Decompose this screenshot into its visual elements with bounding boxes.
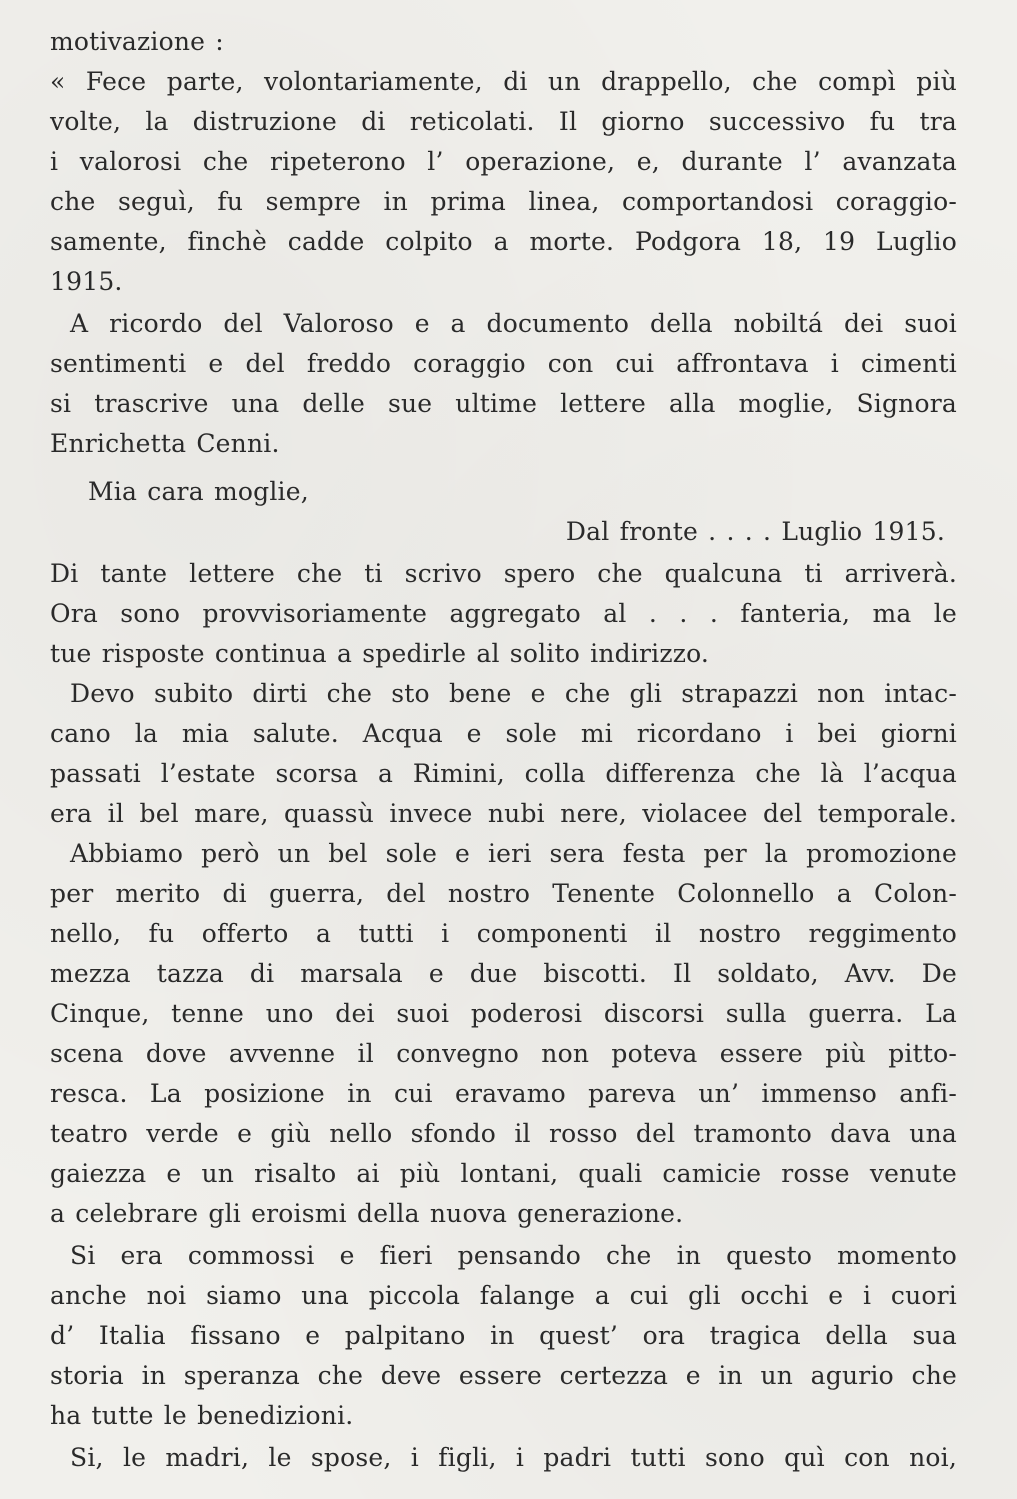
paragraph-festa bbox=[50, 834, 957, 1234]
paragraph-ricordo bbox=[50, 304, 957, 464]
text-line: « Fece parte, volontariamente, di un drappello, che compì più bbox=[50, 67, 957, 96]
text-line: cano la mia salute. Acqua e sole mi ricordano i bei giorni bbox=[50, 719, 957, 748]
salutation: Mia cara moglie, bbox=[88, 477, 309, 506]
text-line: si trascrive una delle sue ultime lettere alla moglie, Signora bbox=[50, 389, 957, 418]
text-line: passati l’estate scorsa a Rimini, colla differenza che là l’acqua bbox=[50, 759, 957, 788]
paragraph-motivazione bbox=[50, 62, 957, 302]
text-line: samente, finchè cadde colpito a morte. Podgora 18, 19 Luglio bbox=[50, 227, 957, 256]
text-line: Abbiamo però un bel sole e ieri sera festa per la promozione bbox=[70, 839, 957, 868]
text-line: Devo subito dirti che sto bene e che gli strapazzi non intac- bbox=[70, 679, 957, 708]
text-line: ha tutte le benedizioni. bbox=[50, 1401, 354, 1430]
dateline: Dal fronte . . . . Luglio 1915. bbox=[565, 517, 945, 546]
text-line: Di tante lettere che ti scrivo spero che qualcuna ti arriverà. bbox=[50, 559, 957, 588]
text-line: che seguì, fu sempre in prima linea, comportandosi coraggio- bbox=[50, 187, 957, 216]
text-line: d’ Italia fissano e palpitano in quest’ ora tragica della sua bbox=[50, 1321, 957, 1350]
text-line: Enrichetta Cenni. bbox=[50, 429, 280, 458]
text-line: resca. La posizione in cui eravamo pareva un’ immenso anfi- bbox=[50, 1079, 957, 1108]
paragraph-commossi bbox=[50, 1236, 957, 1436]
text-line: i valorosi che ripeterono l’ operazione, e, durante l’ avanzata bbox=[50, 147, 957, 176]
text-line: scena dove avvenne il convegno non poteva essere più pitto- bbox=[50, 1039, 957, 1068]
text-line: Ora sono provvisoriamente aggregato al . . . fanteria, ma le bbox=[50, 599, 957, 628]
text-line: volte, la distruzione di reticolati. Il giorno successivo fu tra bbox=[50, 107, 957, 136]
text-line: nello, fu offerto a tutti i componenti il nostro reggimento bbox=[50, 919, 957, 948]
text-line: storia in speranza che deve essere certezza e in un agurio che bbox=[50, 1361, 957, 1390]
text-line: Si era commossi e fieri pensando che in questo momento bbox=[70, 1241, 957, 1270]
text-line: mezza tazza di marsala e due biscotti. Il soldato, Avv. De bbox=[50, 959, 957, 988]
text-line: per merito di guerra, del nostro Tenente Colonnello a Colon- bbox=[50, 879, 957, 908]
text-line: Si, le madri, le spose, i figli, i padri tutti sono quì con noi, bbox=[70, 1443, 957, 1472]
text-line: a celebrare gli eroismi della nuova generazione. bbox=[50, 1199, 684, 1228]
text-line: A ricordo del Valoroso e a documento della nobiltá dei suoi bbox=[70, 309, 957, 338]
motivazione-heading: motivazione : bbox=[50, 27, 224, 56]
text-line: sentimenti e del freddo coraggio con cui affrontava i cimenti bbox=[50, 349, 957, 378]
text-line: gaiezza e un risalto ai più lontani, quali camicie rosse venute bbox=[50, 1159, 957, 1188]
paragraph-madri bbox=[50, 1438, 957, 1478]
paragraph-lettere bbox=[50, 554, 957, 674]
text-line: 1915. bbox=[50, 267, 123, 296]
text-line: teatro verde e giù nello sfondo il rosso del tramonto dava una bbox=[50, 1119, 957, 1148]
letter-opening bbox=[50, 472, 957, 552]
paragraph-salute bbox=[50, 674, 957, 834]
text-line: Cinque, tenne uno dei suoi poderosi discorsi sulla guerra. La bbox=[50, 999, 957, 1028]
text-line: era il bel mare, quassù invece nubi nere, violacee del temporale. bbox=[50, 799, 957, 828]
text-line: tue risposte continua a spedirle al solito indirizzo. bbox=[50, 639, 710, 668]
text-line: anche noi siamo una piccola falange a cui gli occhi e i cuori bbox=[50, 1281, 957, 1310]
